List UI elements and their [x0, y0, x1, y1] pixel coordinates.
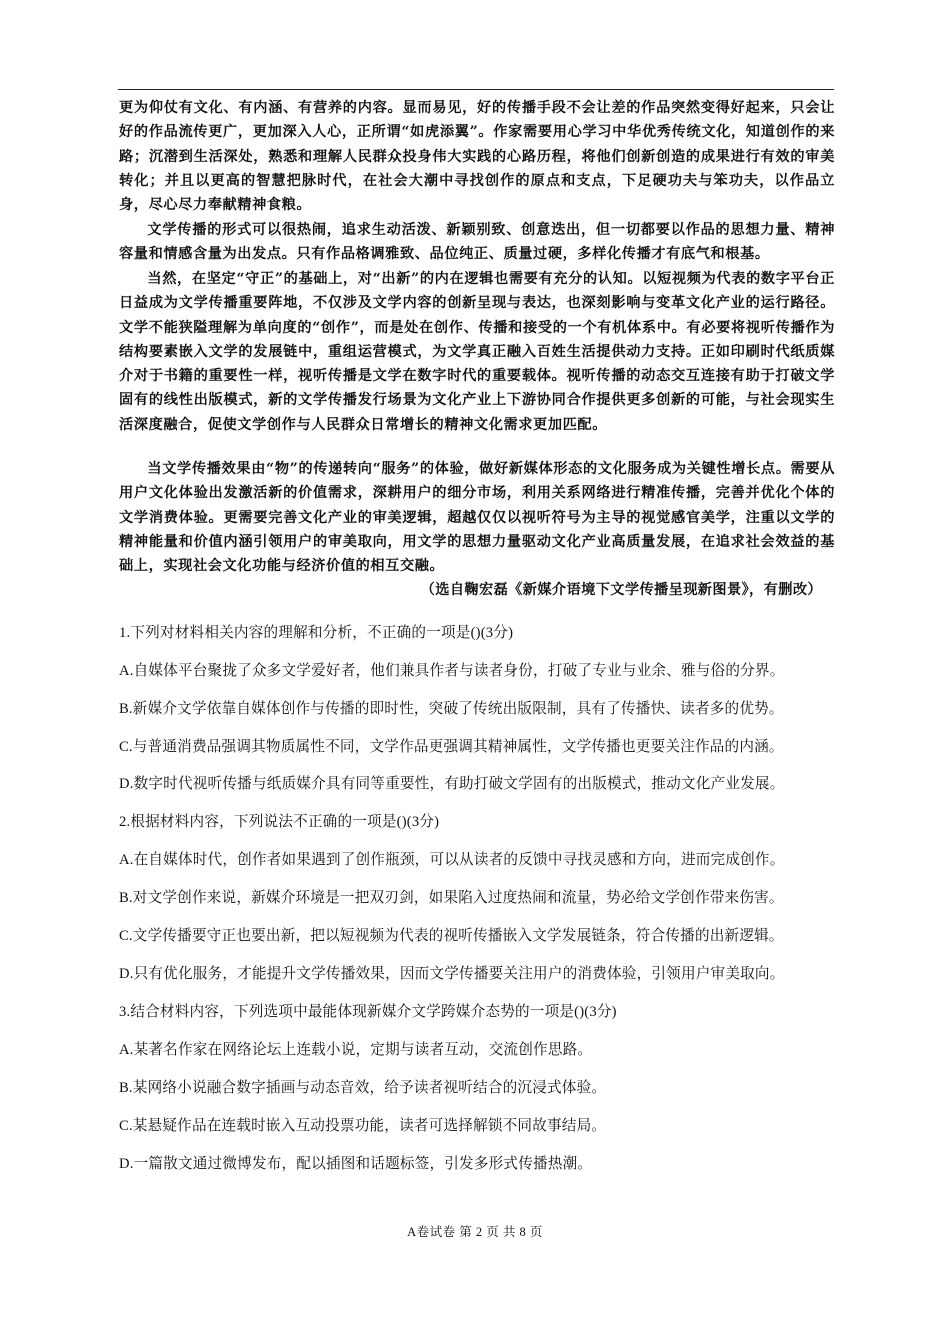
question-2-option-c: C.文学传播要守正也要出新，把以短视频为代表的视听传播嵌入文学发展链条，符合传播的出新逻辑。 [119, 928, 784, 944]
article-paragraph: 当然，在坚定“守正”的基础上，对“出新”的内在逻辑也需要有充分的认知。以短视频为代表的数字平台正日益成为文学传播重要阵地，不仅涉及文学内容的创新呈现与表达，也深刻影响与变革文化产业的运行路径。文学不能狭隘理解为单向度的“创作”，而是处在创作、传播和接受的一个有机体系中。有必要将视听传播作为结构要素嵌入文学的发展链中，重组运营模式，为文学真正融入百姓生活提供动力支持。正如印刷时代纸质媒介对于书籍的重要性一样，视听传播是文学在数字时代的重要载体。视听传播的动态交互连接有助于打破文学固有的线性出版模式，新的文学传播发行场景为文化产业上下游协同合作提供更多创新的可能，与社会现实生活深度融合，促使文学创作与人民群众日常增长的精神文化需求更加匹配。 [119, 271, 835, 433]
question-2-option-b: B.对文学创作来说，新媒介环境是一把双刃剑，如果陷入过度热闹和流量，势必给文学创作带来伤害。 [119, 890, 784, 906]
question-1-option-c: C.与普通消费品强调其物质属性不同，文学作品更强调其精神属性，文学传播也更要关注作品的内涵。 [119, 739, 784, 755]
question-2-option-a: A.在自媒体时代，创作者如果遇到了创作瓶颈，可以从读者的反馈中寻找灵感和方向，进而完成创作。 [119, 852, 785, 868]
question-1-stem: 1.下列对材料相关内容的理解和分析，不正确的一项是()(3分) [119, 625, 514, 641]
article-paragraph: 当文学传播效果由“物”的传递转向“服务”的体验，做好新媒体形态的文化服务成为关键性增长点。需要从用户文化体验出发激活新的价值需求，深耕用户的细分市场，利用关系网络进行精准传播，完善并优化个体的文学消费体验。更需要完善文化产业的审美逻辑，超越仅仅以视听符号为主导的视觉感官美学，注重以文学的精神能量和价值内涵引领用户的审美取向，用文学的思想力量驱动文化产业高质量发展，在追求社会效益的基础上，实现社会文化功能与经济价值的相互交融。 [119, 461, 835, 575]
question-2-option-d: D.只有优化服务，才能提升文学传播效果，因而文学传播要关注用户的消费体验，引领用户审美取向。 [119, 966, 785, 982]
question-1-option-d: D.数字时代视听传播与纸质媒介具有同等重要性，有助打破文学固有的出版模式，推动文化产业发展。 [119, 776, 785, 792]
question-3-option-d: D.一篇散文通过微博发布，配以插图和话题标签，引发多形式传播热潮。 [119, 1156, 593, 1172]
question-1-option-a: A.自媒体平台聚拢了众多文学爱好者，他们兼具作者与读者身份，打破了专业与业余、雅与俗的分界。 [119, 663, 785, 679]
question-3-option-a: A.某著名作家在网络论坛上连载小说，定期与读者互动，交流创作思路。 [119, 1042, 593, 1058]
header-rule [118, 89, 834, 90]
question-3-stem: 3.结合材料内容，下列选项中最能体现新媒介文学跨媒介态势的一项是()(3分) [119, 1004, 617, 1020]
article-paragraph: 文学传播的形式可以很热闹，追求生动活泼、新颖别致、创意迭出，但一切都要以作品的思想力量、精神容量和情感含量为出发点。只有作品格调雅致、品位纯正、质量过硬，多样化传播才有底气和根基。 [119, 222, 835, 263]
question-3-option-b: B.某网络小说融合数字插画与动态音效，给予读者视听结合的沉浸式体验。 [119, 1080, 607, 1096]
question-1-option-b: B.新媒介文学依靠自媒体创作与传播的即时性，突破了传统出版限制，具有了传播快、读者多的优势。 [119, 701, 784, 717]
page-footer: A卷试卷 第 2 页 共 8 页 [407, 1225, 543, 1239]
question-3-option-c: C.某悬疑作品在连载时嵌入互动投票功能，读者可选择解锁不同故事结局。 [119, 1118, 607, 1134]
article-paragraph: 更为仰仗有文化、有内涵、有营养的内容。显而易见，好的传播手段不会让差的作品突然变得好起来，只会让好的作品流传更广，更加深入人心，正所谓“如虎添翼”。作家需要用心学习中华优秀传统文化，知道创作的来路；沉潜到生活深处，熟悉和理解人民群众投身伟大实践的心路历程，将他们创新创造的成果进行有效的审美转化；并且以更高的智慧把脉时代，在社会大潮中寻找创作的原点和支点，下足硬功夫与笨功夫，以作品立身，尽心尽力奉献精神食粮。 [119, 100, 835, 214]
question-2-stem: 2.根据材料内容，下列说法不正确的一项是()(3分) [119, 814, 440, 830]
article-source-citation: （选自鞠宏磊《新媒介语境下文学传播呈现新图景》，有删改） [420, 582, 822, 598]
